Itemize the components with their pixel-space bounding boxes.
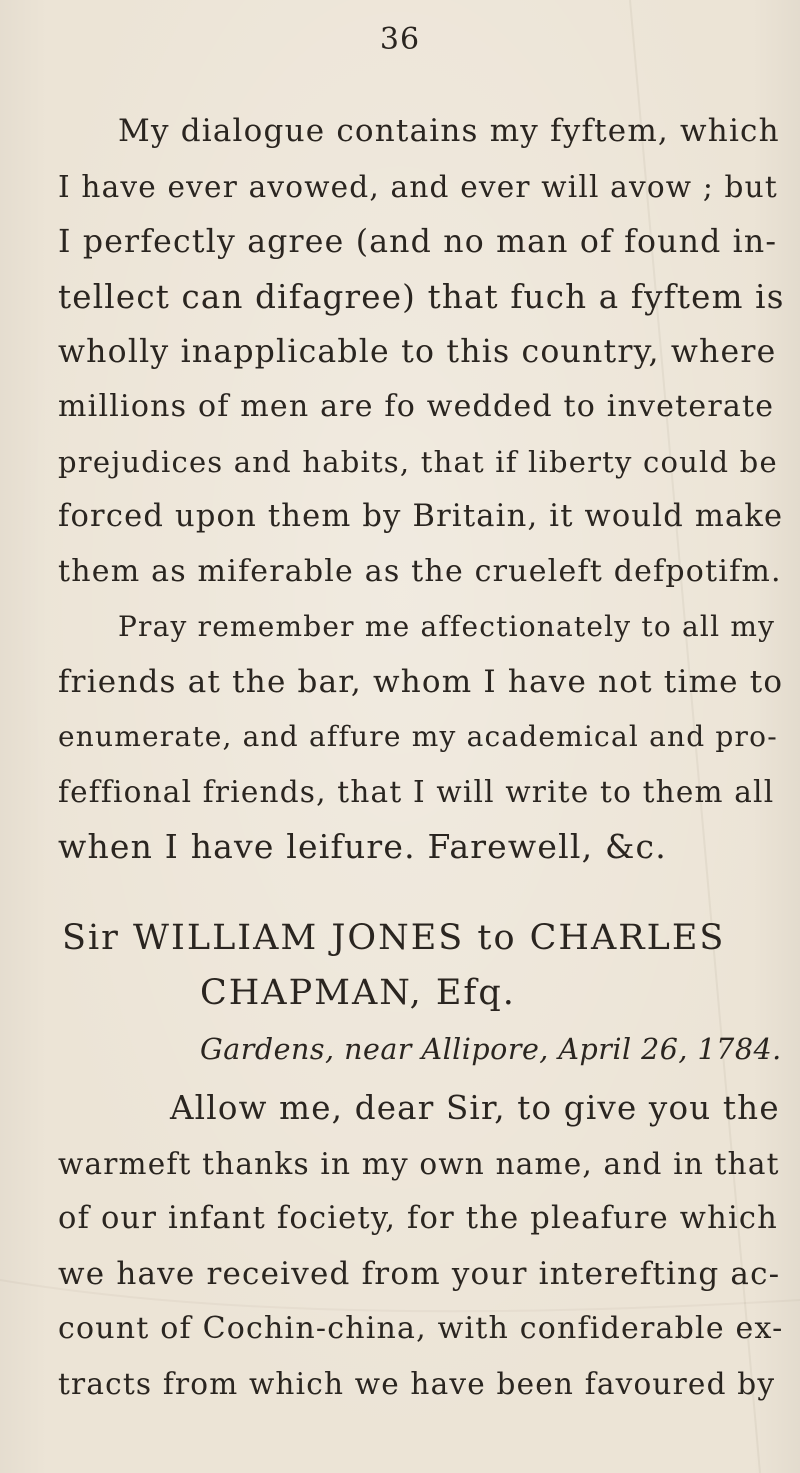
paragraph1-line-8: forced upon them by Britain, it would make	[58, 499, 784, 534]
letter-heading-line-2: CHAPMAN, Efq.	[200, 973, 516, 1013]
paragraph1-line-3: I perfectly agree (and no man of found in-	[58, 224, 778, 260]
paragraph3-line-1: Allow me, dear Sir, to give you the	[170, 1089, 780, 1127]
paragraph3-line-3: of our infant fociety, for the pleafure which	[58, 1201, 779, 1236]
paragraph1-line-1: My dialogue contains my fyftem, which	[118, 113, 780, 149]
paragraph1-line-6: millions of men are fo wedded to inveterate	[58, 389, 775, 424]
paragraph2-line-5: when I have leifure. Farewell, &c.	[58, 827, 667, 866]
paragraph3-line-6: tracts from which we have been favoured by	[58, 1367, 776, 1401]
paragraph3-line-5: count of Cochin-china, with confiderable ex-	[58, 1311, 784, 1346]
paragraph2-line-3: enumerate, and affure my academical and pro-	[58, 720, 778, 753]
dateline: Gardens, near Allipore, April 26, 1784.	[200, 1033, 782, 1066]
paragraph3-line-2: warmeft thanks in my own name, and in that	[58, 1147, 780, 1181]
paragraph2-line-1: Pray remember me affectionately to all my	[118, 610, 776, 643]
paragraph2-line-4: feffional friends, that I will write to them all	[58, 775, 775, 809]
paragraph1-line-2: I have ever avowed, and ever will avow ; but	[58, 170, 778, 204]
paragraph1-line-7: prejudices and habits, that if liberty could be	[58, 445, 778, 479]
paragraph1-line-9: them as miferable as the crueleft defpotifm.	[58, 554, 782, 589]
paragraph3-line-4: we have received from your interefting ac-	[58, 1256, 781, 1292]
page-number: 36	[379, 22, 421, 57]
letter-heading-line-1: Sir WILLIAM JONES to CHARLES	[62, 918, 726, 958]
paragraph1-line-5: wholly inapplicable to this country, where	[58, 334, 777, 370]
paragraph1-line-4: tellect can difagree) that fuch a fyftem is	[58, 278, 785, 316]
paragraph2-line-2: friends at the bar, whom I have not time to	[58, 664, 784, 700]
